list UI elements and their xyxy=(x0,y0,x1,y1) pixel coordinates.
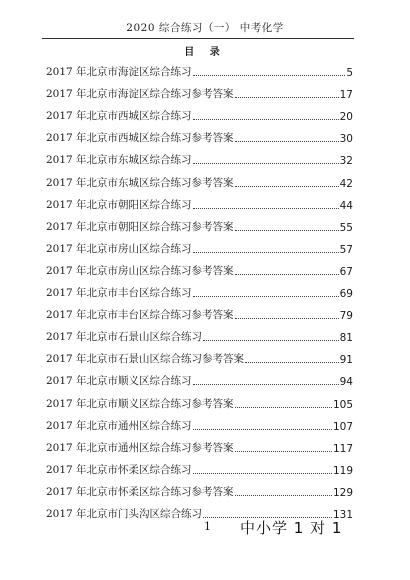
toc-entry[interactable] xyxy=(46,256,353,278)
toc-entry-page: 30 xyxy=(339,133,353,146)
toc-entry[interactable] xyxy=(46,433,353,455)
toc-entry-page: 44 xyxy=(339,199,353,212)
toc-entry[interactable] xyxy=(46,344,353,366)
toc-entry-title: 2017 年北京市房山区综合练习参考答案 xyxy=(46,264,234,277)
header-rule xyxy=(42,38,354,39)
toc-entry[interactable] xyxy=(46,167,353,189)
toc-entry-title: 2017 年北京市朝阳区综合练习参考答案 xyxy=(46,220,234,233)
toc-leader-dots xyxy=(235,229,339,231)
toc-entry[interactable] xyxy=(46,190,353,212)
toc-entry[interactable] xyxy=(46,388,353,410)
watermark-text: 中小学 1 对 1 xyxy=(240,519,343,537)
toc-entry[interactable] xyxy=(46,123,353,145)
toc-entry-title: 2017 年北京市石景山区综合练习参考答案 xyxy=(46,353,245,366)
toc-entry[interactable] xyxy=(46,366,353,388)
toc-entry-page: 94 xyxy=(339,376,353,389)
toc-entry-title: 2017 年北京市通州区综合练习 xyxy=(46,419,192,432)
toc-entry[interactable] xyxy=(46,145,353,167)
toc-leader-dots xyxy=(193,383,339,385)
toc-entry-page: 129 xyxy=(332,486,353,499)
toc-entry[interactable] xyxy=(46,278,353,300)
toc-entry-page: 57 xyxy=(339,243,353,256)
toc-entry-page: 107 xyxy=(332,420,353,433)
page-number: 1 xyxy=(204,520,211,533)
toc-leader-dots xyxy=(193,295,339,297)
toc-entry-title: 2017 年北京市怀柔区综合练习 xyxy=(46,463,192,476)
toc-leader-dots xyxy=(193,74,346,76)
toc-leader-dots xyxy=(235,317,339,319)
toc-entry-title: 2017 年北京市石景山区综合练习 xyxy=(46,331,203,344)
toc-entry-page: 105 xyxy=(332,398,353,411)
toc-entry-title: 2017 年北京市西城区综合练习 xyxy=(46,110,192,123)
toc-entry[interactable] xyxy=(46,477,353,499)
toc-entry-page: 17 xyxy=(339,89,353,102)
toc-entry-title: 2017 年北京市西城区综合练习参考答案 xyxy=(46,132,234,145)
toc-entry-title: 2017 年北京市门头沟区综合练习 xyxy=(46,507,203,520)
toc-entry-title: 2017 年北京市朝阳区综合练习 xyxy=(46,198,192,211)
toc-entry-title: 2017 年北京市东城区综合练习 xyxy=(46,154,192,167)
toc-leader-dots xyxy=(235,96,339,98)
toc-entry-page: 79 xyxy=(339,310,353,323)
toc-entry-page: 117 xyxy=(332,442,353,455)
toc-entry-page: 55 xyxy=(339,221,353,234)
toc-entry-page: 69 xyxy=(339,288,353,301)
toc-leader-dots xyxy=(235,494,332,496)
toc-entry-page: 119 xyxy=(332,464,353,477)
toc-entry[interactable] xyxy=(46,101,353,123)
toc-leader-dots xyxy=(235,140,339,142)
toc-entry-page: 42 xyxy=(339,177,353,190)
toc-entry[interactable] xyxy=(46,234,353,256)
toc-leader-dots xyxy=(193,472,332,474)
toc-entry-page: 5 xyxy=(346,67,353,80)
toc-entry-title: 2017 年北京市东城区综合练习参考答案 xyxy=(46,176,234,189)
toc-entry[interactable] xyxy=(46,57,353,79)
toc-leader-dots xyxy=(235,406,332,408)
toc-entry-title: 2017 年北京市海淀区综合练习参考答案 xyxy=(46,88,234,101)
toc-entry-page: 81 xyxy=(339,332,353,345)
toc-entry-title: 2017 年北京市顺义区综合练习参考答案 xyxy=(46,397,234,410)
toc-leader-dots xyxy=(235,273,339,275)
toc-entry-page: 131 xyxy=(332,508,353,521)
toc-entry-title: 2017 年北京市通州区综合练习参考答案 xyxy=(46,441,234,454)
toc-leader-dots xyxy=(235,185,339,187)
toc-leader-dots xyxy=(193,162,339,164)
toc-leader-dots xyxy=(235,450,332,452)
toc-entry[interactable] xyxy=(46,212,353,234)
toc-entry-title: 2017 年北京市海淀区综合练习 xyxy=(46,66,192,79)
toc-entry-page: 67 xyxy=(339,265,353,278)
toc-entry-title: 2017 年北京市房山区综合练习 xyxy=(46,242,192,255)
toc-entry[interactable] xyxy=(46,79,353,101)
toc-leader-dots xyxy=(193,118,339,120)
toc-leader-dots xyxy=(193,251,339,253)
toc-leader-dots xyxy=(203,339,339,341)
toc-leader-dots xyxy=(193,207,339,209)
toc-heading: 目 录 xyxy=(184,47,226,58)
toc-entry[interactable] xyxy=(46,300,353,322)
toc-entry[interactable] xyxy=(46,322,353,344)
toc-entry-title: 2017 年北京市顺义区综合练习 xyxy=(46,375,192,388)
toc-entry-page: 91 xyxy=(339,354,353,367)
toc-entry[interactable] xyxy=(46,455,353,477)
toc-entry-page: 32 xyxy=(339,155,353,168)
table-of-contents xyxy=(46,57,353,521)
toc-entry-title: 2017 年北京市丰台区综合练习 xyxy=(46,287,192,300)
toc-leader-dots xyxy=(193,428,332,430)
page-header-title: 2020 综合练习（一） 中考化学 xyxy=(126,22,284,34)
toc-entry-page: 20 xyxy=(339,111,353,124)
toc-entry-title: 2017 年北京市怀柔区综合练习参考答案 xyxy=(46,485,234,498)
toc-leader-dots xyxy=(245,361,339,363)
toc-entry[interactable] xyxy=(46,411,353,433)
toc-entry-title: 2017 年北京市丰台区综合练习参考答案 xyxy=(46,309,234,322)
